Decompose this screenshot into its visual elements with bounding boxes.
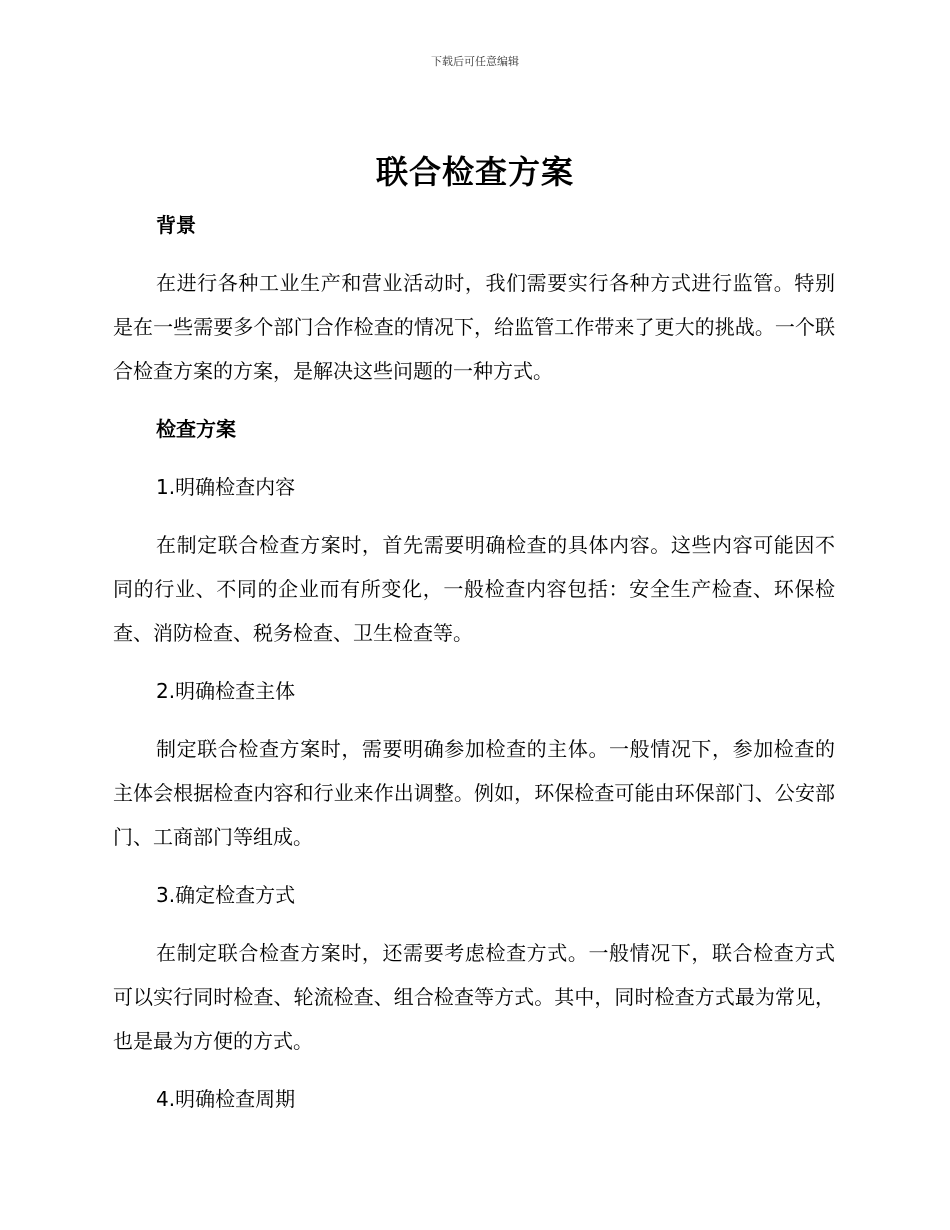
document-title: 联合检查方案 [375,153,574,191]
item-heading-4: 4.明确检查周期 [156,1087,296,1111]
paragraph-background: 在进行各种工业生产和营业活动时，我们需要实行各种方式进行监管。特别是在一些需要多个部门合作检查的情况下，给监管工作带来了更大的挑战。一个联合检查方案的方案，是解决这些问题的一种方式。 [113,271,835,383]
item-heading-2: 2.明确检查主体 [156,679,296,703]
section-heading-plan: 检查方案 [156,417,236,441]
paragraph-item-3: 在制定联合检查方案时，还需要考虑检查方式。一般情况下，联合检查方式可以实行同时检查、轮流检查、组合检查等方式。其中，同时检查方式最为常见，也是最为方便的方式。 [113,941,835,1053]
document-body [113,203,835,1135]
item-heading-3: 3.确定检查方式 [156,883,296,907]
section-heading-background: 背景 [156,213,196,237]
header-note: 下载后可任意编辑 [431,55,519,68]
paragraph-item-2: 制定联合检查方案时，需要明确参加检查的主体。一般情况下，参加检查的主体会根据检查内容和行业来作出调整。例如，环保检查可能由环保部门、公安部门、工商部门等组成。 [113,737,835,849]
item-heading-1: 1.明确检查内容 [156,475,296,499]
paragraph-item-1: 在制定联合检查方案时，首先需要明确检查的具体内容。这些内容可能因不同的行业、不同的企业而有所变化，一般检查内容包括：安全生产检查、环保检查、消防检查、税务检查、卫生检查等。 [113,533,835,645]
